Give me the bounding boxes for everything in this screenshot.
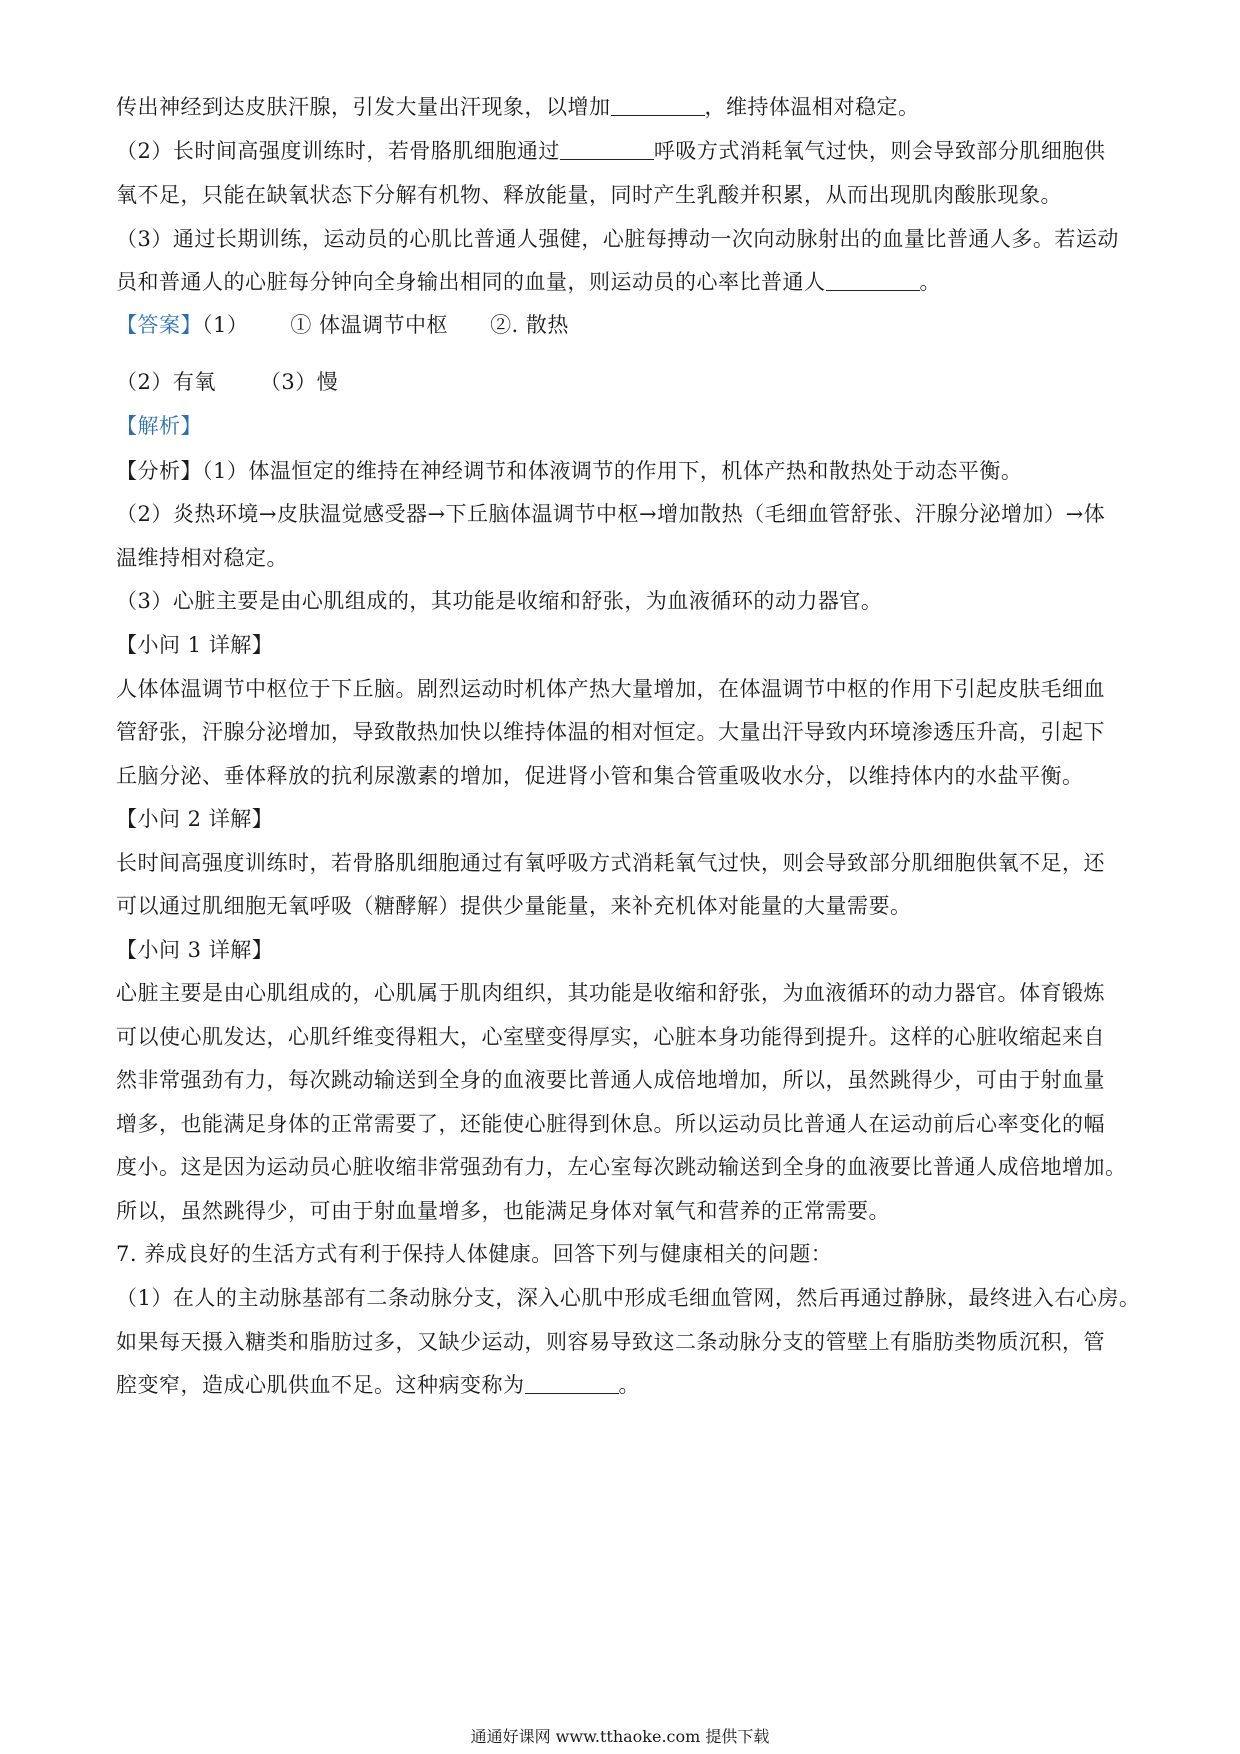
question-stem: 7. 养成良好的生活方式有利于保持人体健康。回答下列与健康相关的问题： [116, 1242, 833, 1266]
text-line: 然非常强劲有力，每次跳动输送到全身的血液要比普通人成倍地增加，所以，虽然跳得少，可由于射血量 [116, 1068, 1105, 1092]
text-segment: 。 [618, 1373, 640, 1397]
text-line [116, 92, 1136, 122]
answer-item: ②. 散热 [490, 313, 569, 337]
text-line [116, 136, 1136, 166]
answer-line [116, 367, 1136, 397]
answer-item: ① 体温调节中枢 [290, 313, 449, 337]
text-line: 长时间高强度训练时，若骨胳肌细胞通过有氧呼吸方式消耗氧气过快，则会导致部分肌细胞供氧不足，还 [116, 851, 1105, 875]
text-line: 增多，也能满足身体的正常需要了，还能使心脏得到休息。所以运动员比普通人在运动前后心率变化的幅 [116, 1112, 1105, 1136]
text-line: 可以使心肌发达，心肌纤维变得粗大，心室壁变得厚实，心脏本身功能得到提升。这样的心脏收缩起来自 [116, 1025, 1105, 1049]
section-heading: 【小问 3 详解】 [116, 938, 274, 962]
text-line: 氧不足，只能在缺氧状态下分解有机物、释放能量，同时产生乳酸并积累，从而出现肌肉酸胀现象。 [116, 183, 1062, 207]
text-line: （2）炎热环境→皮肤温觉感受器→下丘脑体温调节中枢→增加散热（毛细血管舒张、汗腺分泌增加）→体 [116, 502, 1106, 526]
text-segment: （2）长时间高强度训练时，若骨胳肌细胞通过 [116, 139, 560, 163]
text-segment: 传出神经到达皮肤汗腺，引发大量出汗现象，以增加 [116, 95, 611, 119]
section-heading: 【小问 1 详解】 [116, 633, 274, 657]
text-segment: 呼吸方式消耗氧气过快，则会导致部分肌细胞供 [653, 139, 1106, 163]
answer-blank [826, 270, 920, 291]
text-line: 心脏主要是由心肌组成的，心肌属于肌肉组织，其功能是收缩和舒张，为血液循环的动力器官。体育锻炼 [116, 981, 1105, 1005]
text-line: 丘脑分泌、垂体释放的抗利尿激素的增加，促进肾小管和集合管重吸收水分，以维持体内的水盐平衡。 [116, 764, 1084, 788]
section-heading: 【小问 2 详解】 [116, 807, 274, 831]
text-line: （3）通过长期训练，运动员的心肌比普通人强健，心脏每搏动一次向动脉射出的血量比普通人多。若运动 [116, 227, 1119, 251]
text-line: 所以，虽然跳得少，可由于射血量增多，也能满足身体对氧气和营养的正常需要。 [116, 1199, 890, 1223]
answer-blank [525, 1373, 619, 1394]
answer-blank [560, 139, 654, 160]
answer-item: （3）慢 [259, 370, 339, 394]
answer-tag: 【答案】 [116, 313, 202, 337]
answer-blank [611, 95, 705, 116]
text-line: 如果每天摄入糖类和脂肪过多，又缺少运动，则容易导致这二条动脉分支的管壁上有脂肪类物质沉积，管 [116, 1330, 1105, 1354]
answer-part-label: （1） [202, 313, 249, 337]
text-line: 度小。这是因为运动员心脏收缩非常强劲有力，左心室每次跳动输送到全身的血液要比普通人成倍地增加。 [116, 1155, 1127, 1179]
text-line: （1）在人的主动脉基部有二条动脉分支，深入心肌中形成毛细血管网，然后再通过静脉，最终进入右心房。 [116, 1286, 1141, 1310]
text-line [116, 267, 1136, 297]
text-line: 可以通过肌细胞无氧呼吸（糖酵解）提供少量能量，来补充机体对能量的大量需要。 [116, 894, 912, 918]
text-line: 人体体温调节中枢位于下丘脑。剧烈运动时机体产热大量增加，在体温调节中枢的作用下引起皮肤毛细血 [116, 677, 1105, 701]
text-segment: 。 [919, 270, 941, 294]
text-segment: 腔变窄，造成心肌供血不足。这种病变称为 [116, 1373, 525, 1397]
text-segment: ，维持体温相对稳定。 [704, 95, 920, 119]
text-segment: 员和普通人的心脏每分钟向全身输出相同的血量，则运动员的心率比普通人 [116, 270, 826, 294]
answer-item: （2）有氧 [116, 370, 216, 394]
text-line: 温维持相对稳定。 [116, 546, 288, 570]
answer-line [116, 310, 1136, 340]
page-footer: 通通好课网 www.tthaoke.com 提供下载 [470, 1727, 770, 1746]
text-line [116, 1370, 1136, 1400]
text-line: 管舒张，汗腺分泌增加，导致散热加快以维持体温的相对恒定。大量出汗导致内环境渗透压升高，引起下 [116, 720, 1105, 744]
text-line: （3）心脏主要是由心肌组成的，其功能是收缩和舒张，为血液循环的动力器官。 [116, 589, 883, 613]
analysis-tag: 【解析】 [116, 414, 202, 438]
text-line: 【分析】（1）体温恒定的维持在神经调节和体液调节的作用下，机体产热和散热处于动态平衡。 [116, 459, 1023, 483]
